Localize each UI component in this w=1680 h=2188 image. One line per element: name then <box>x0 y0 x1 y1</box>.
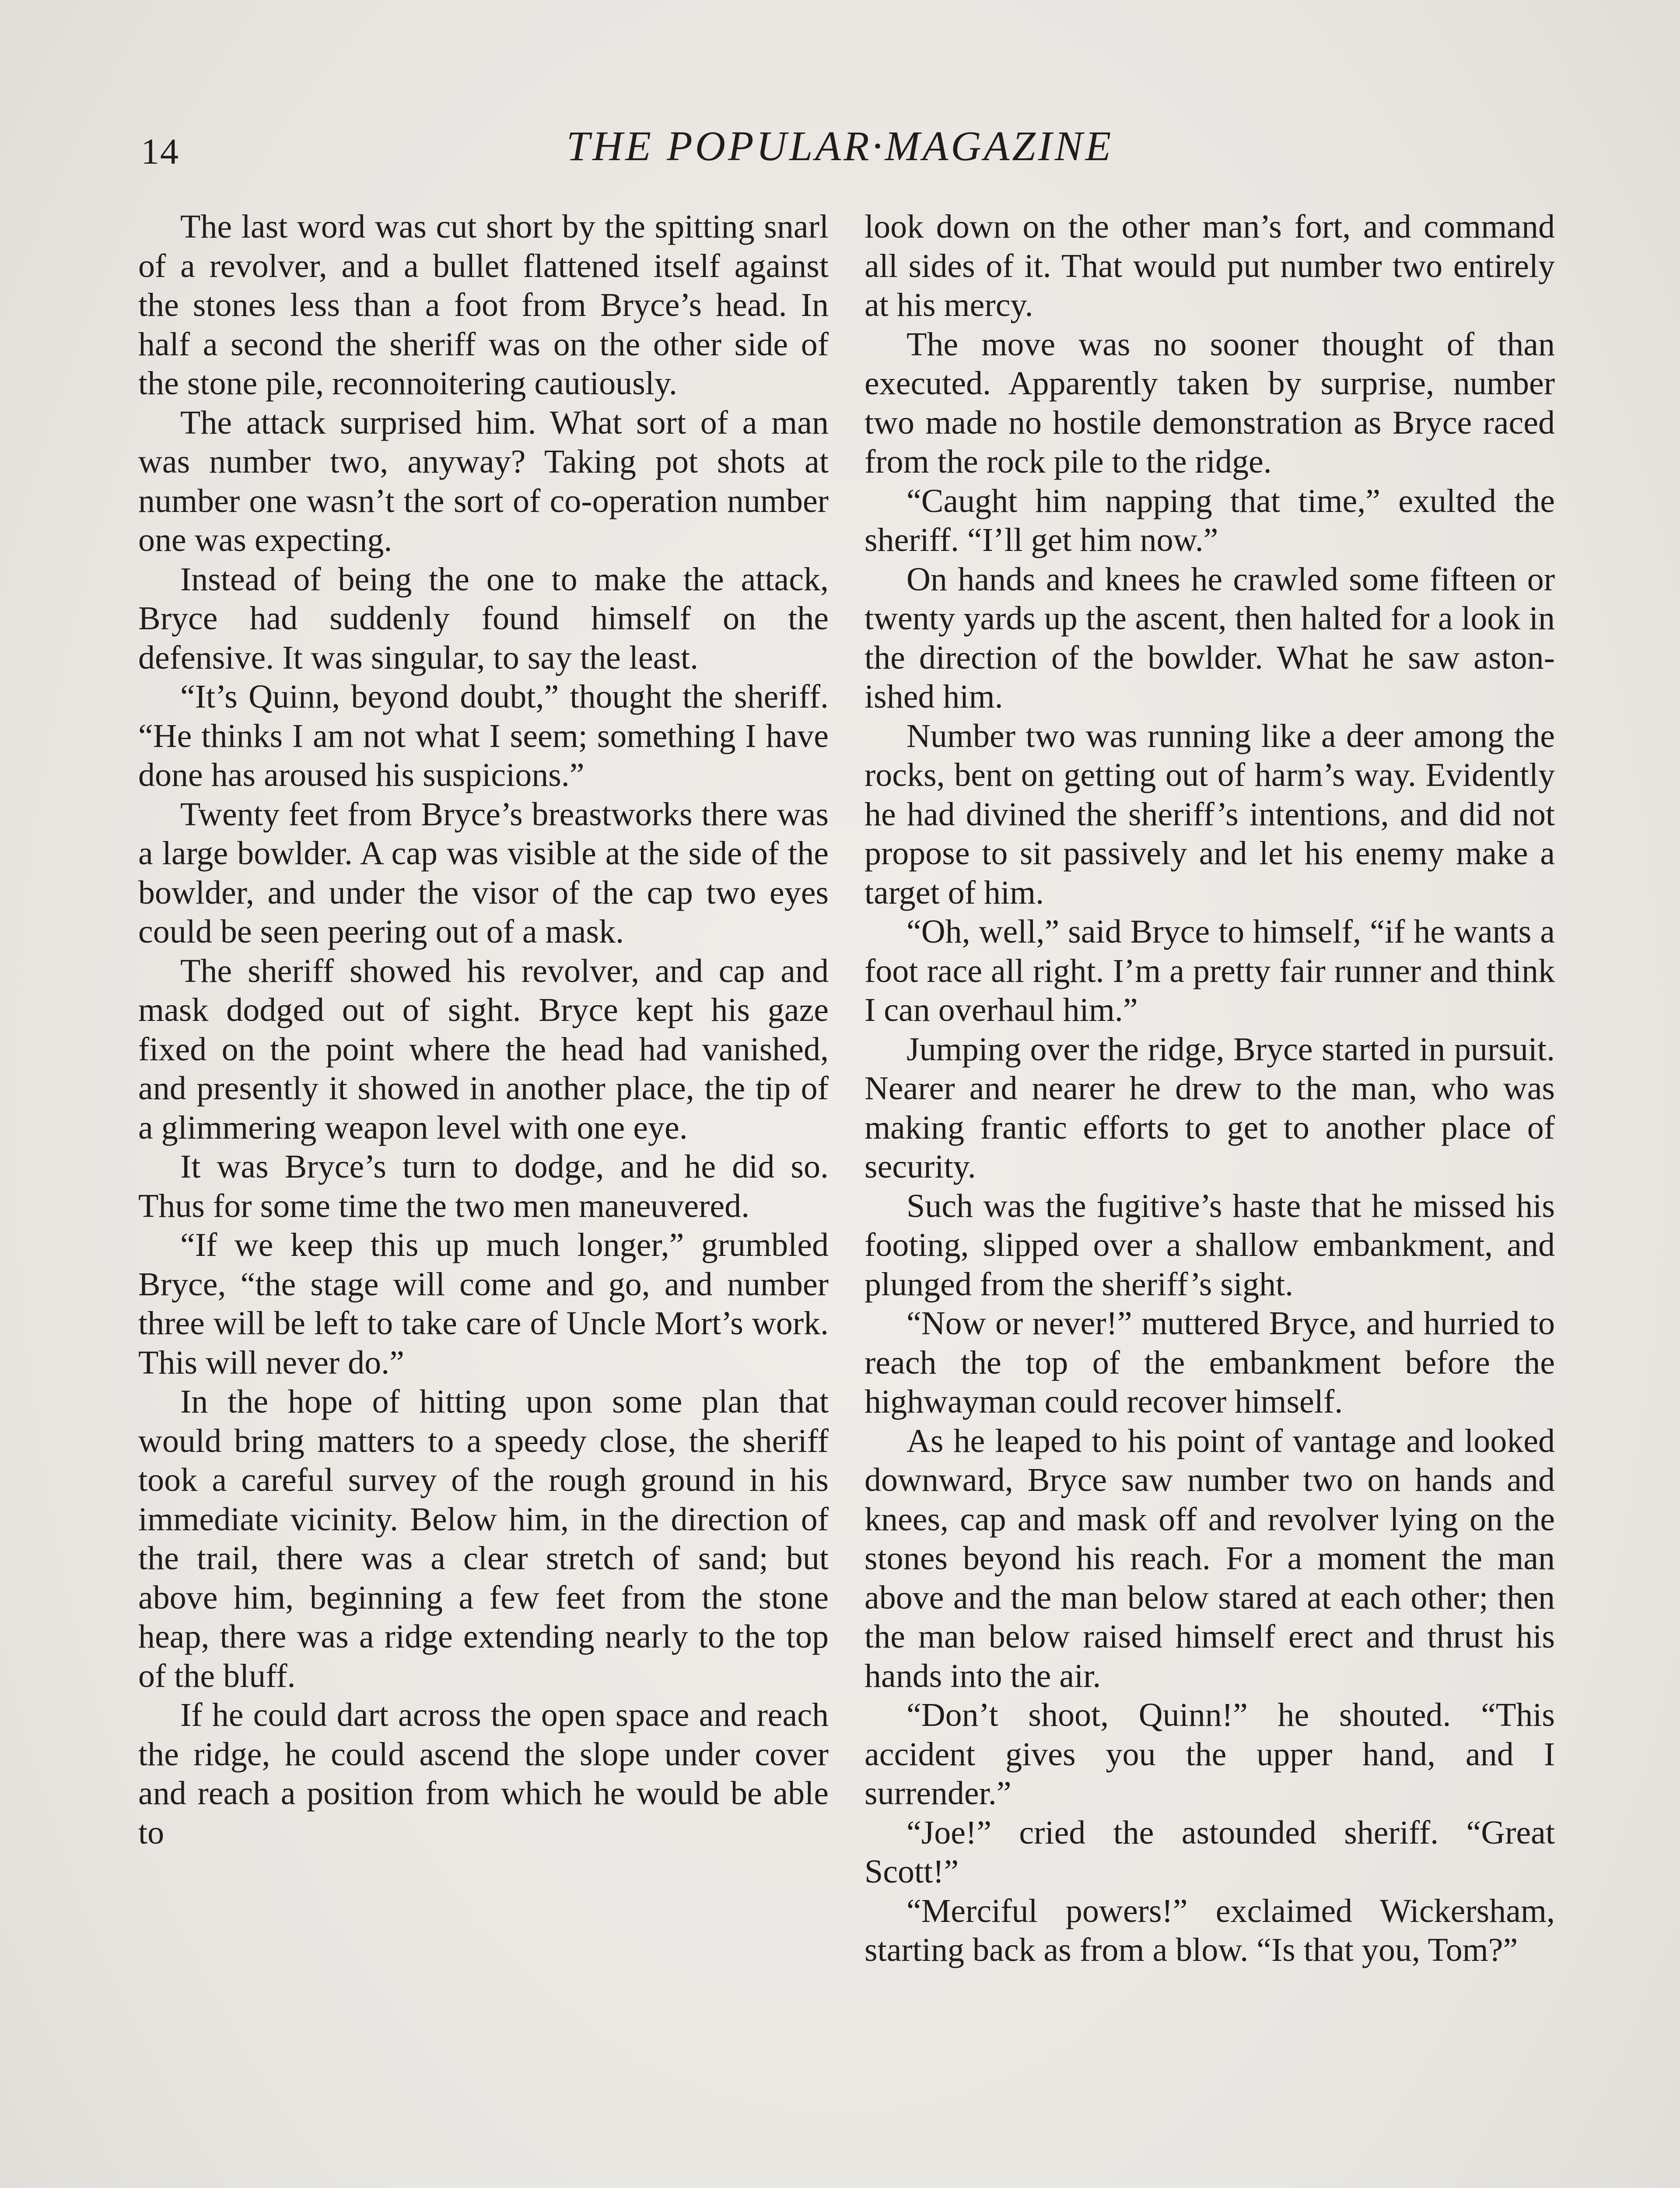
paragraph: Jumping over the ridge, Bryce started in pursuit. Nearer and nearer he drew to the man, who was making frantic efforts to get to another place of security. <box>864 1031 1555 1185</box>
paragraph: look down on the other man’s fort, and command all sides of it. That would put number two entirely at his mercy. <box>864 208 1555 323</box>
paragraph: “Don’t shoot, Quinn!” he shouted. “This accident gives you the upper hand, and I surrender.” <box>864 1697 1555 1812</box>
paragraph: The last word was cut short by the spitting snarl of a revolver, and a bullet flattened itself against the stones less than a foot from Bryce’s head. In half a second the sheriff was on the other side of the stone pile, reconnoitering cautiously. <box>138 208 829 402</box>
paragraph: The move was no sooner thought of than executed. Apparently taken by surprise, number two made no hostile demonstration as Bryce raced from the rock pile to the ridge. <box>864 326 1555 480</box>
paragraph: “It’s Quinn, beyond doubt,” thought the sheriff. “He thinks I am not what I seem; something I have done has aroused his suspicions.” <box>138 678 829 793</box>
paragraph: On hands and knees he crawled some fifteen or twenty yards up the ascent, then halted for a look in the direction of the bowlder. What he saw astonished him. <box>864 561 1555 715</box>
paragraph: It was Bryce’s turn to dodge, and he did so. Thus for some time the two men maneuvered. <box>138 1148 829 1224</box>
paragraph: “Caught him napping that time,” exulted the sheriff. “I’ll get him now.” <box>864 482 1555 558</box>
text-column-right <box>864 207 1555 2188</box>
paragraph: The sheriff showed his revolver, and cap and mask dodged out of sight. Bryce kept his gaze fixed on the point where the head had vanished, and presently it showed in another place, the tip of a glimmering weapon level with one eye. <box>138 952 829 1146</box>
paragraph: As he leaped to his point of vantage and looked downward, Bryce saw number two on hands and knees, cap and mask off and revolver lying on the stones beyond his reach. For a moment the man above and the man below stared at each other; then the man below raised himself erect and thrust his hands into the air. <box>864 1422 1555 1694</box>
paragraph: “Joe!” cried the astounded sheriff. “Great Scott!” <box>864 1814 1555 1890</box>
paragraph: Twenty feet from Bryce’s breastworks there was a large bowlder. A cap was visible at the side of the bowlder, and under the visor of the cap two eyes could be seen peering out of a mask. <box>138 796 829 950</box>
paragraph: Number two was running like a deer among the rocks, bent on getting out of harm’s way. Evidently he had divined the sheriff’s intentions, and did not propose to sit passively and let his enemy make a target of him. <box>864 717 1555 911</box>
page-number: 14 <box>141 131 179 172</box>
paragraph: The attack surprised him. What sort of a man was number two, anyway? Taking pot shots at number one wasn’t the sort of co-operation number one was expecting. <box>138 404 829 558</box>
page-header <box>131 118 1549 179</box>
text-column-left <box>138 207 829 2188</box>
paragraph: “If we keep this up much longer,” grumbled Bryce, “the stage will come and go, and number three will be left to take care of Uncle Mort’s work. This will never do.” <box>138 1227 829 1381</box>
paragraph: If he could dart across the open space and reach the ridge, he could ascend the slope under cover and reach a position from which he would be able to <box>138 1697 829 1851</box>
paragraph: “Now or never!” muttered Bryce, and hurried to reach the top of the embankment before the highwayman could recover himself. <box>864 1305 1555 1420</box>
paragraph: “Oh, well,” said Bryce to himself, “if he wants a foot race all right. I’m a pretty fair runner and think I can overhaul him.” <box>864 913 1555 1028</box>
paragraph: “Merciful powers!” exclaimed Wickersham, starting back as from a blow. “Is that you, Tom?” <box>864 1892 1555 1968</box>
paragraph: Such was the fugitive’s haste that he missed his footing, slipped over a shallow embankment, and plunged from the sheriff’s sight. <box>864 1187 1555 1303</box>
paragraph: In the hope of hitting upon some plan that would bring matters to a speedy close, the sheriff took a careful survey of the rough ground in his immediate vicinity. Below him, in the direction of the trail, there was a clear stretch of sand; but above him, beginning a few feet from the stone heap, there was a ridge extending nearly to the top of the bluff. <box>138 1383 829 1694</box>
running-title: THE POPULAR·MAGAZINE <box>566 123 1114 169</box>
paragraph: Instead of being the one to make the attack, Bryce had suddenly found himself on the defensive. It was singular, to say the least. <box>138 561 829 676</box>
